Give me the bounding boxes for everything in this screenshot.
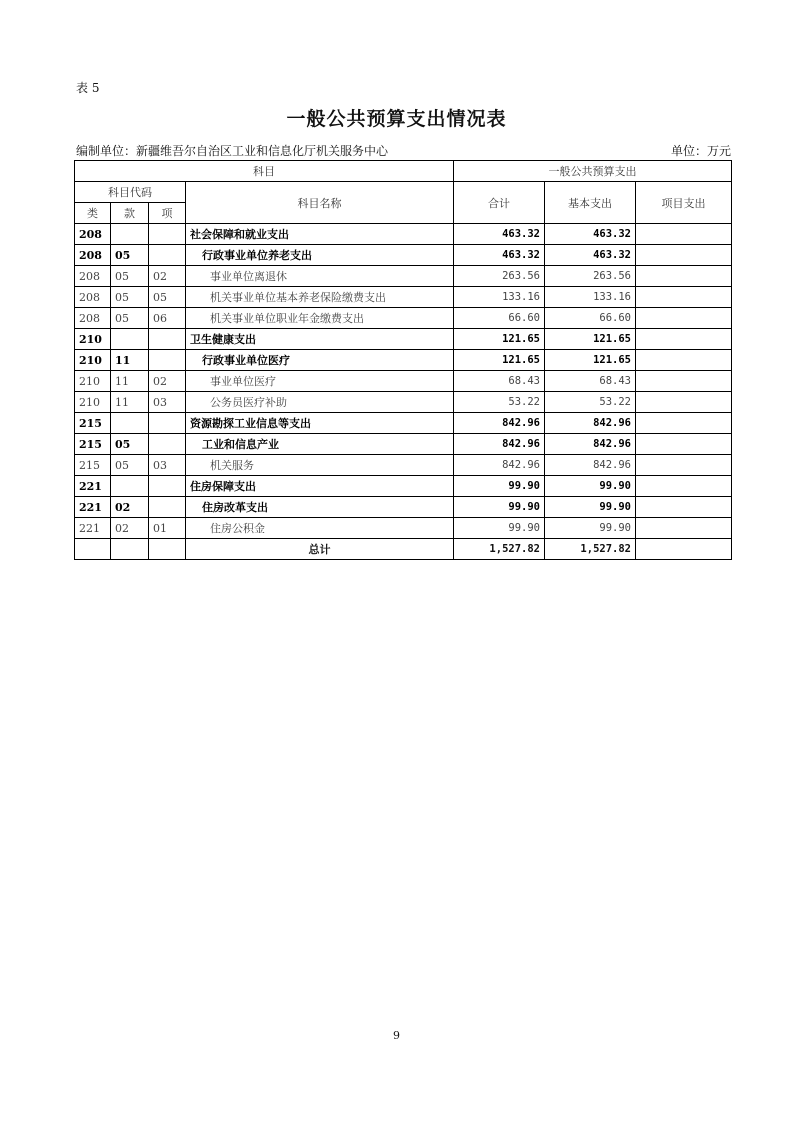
header-subject-name: 科目名称 xyxy=(186,182,454,224)
subject-name-text: 行政事业单位养老支出 xyxy=(202,249,312,262)
project-cell xyxy=(636,497,732,518)
basic-cell: 121.65 xyxy=(545,350,636,371)
table-row xyxy=(75,350,732,371)
header-xiang: 项 xyxy=(149,203,186,224)
page-number: 9 xyxy=(393,1029,400,1042)
total-sum: 1,527.82 xyxy=(454,539,545,560)
subject-name-text: 住房改革支出 xyxy=(202,501,268,514)
table-row xyxy=(75,245,732,266)
kuan-cell xyxy=(111,476,149,497)
total-label: 总计 xyxy=(186,539,454,560)
table-row xyxy=(75,329,732,350)
total-cell: 263.56 xyxy=(454,266,545,287)
xiang-cell: 03 xyxy=(149,392,186,413)
xiang-cell: 05 xyxy=(149,287,186,308)
project-cell xyxy=(636,350,732,371)
table-row xyxy=(75,476,732,497)
total-cell: 66.60 xyxy=(454,308,545,329)
total-cell: 99.90 xyxy=(454,518,545,539)
kuan-cell: 05 xyxy=(111,266,149,287)
subject-name-text: 机关服务 xyxy=(210,459,254,472)
subject-name-cell xyxy=(186,266,454,287)
total-project xyxy=(636,539,732,560)
subject-name-cell xyxy=(186,392,454,413)
total-basic: 1,527.82 xyxy=(545,539,636,560)
xiang-cell: 06 xyxy=(149,308,186,329)
lei-cell: 208 xyxy=(75,266,111,287)
xiang-cell xyxy=(149,476,186,497)
subject-name-text: 工业和信息产业 xyxy=(202,438,279,451)
header-kuan: 款 xyxy=(111,203,149,224)
xiang-cell xyxy=(149,434,186,455)
xiang-cell xyxy=(149,245,186,266)
total-cell: 99.90 xyxy=(454,476,545,497)
total-cell: 68.43 xyxy=(454,371,545,392)
subject-name-cell xyxy=(186,308,454,329)
total-cell: 463.32 xyxy=(454,224,545,245)
lei-cell: 215 xyxy=(75,434,111,455)
project-cell xyxy=(636,329,732,350)
subject-name-text: 公务员医疗补助 xyxy=(210,396,287,409)
table-row xyxy=(75,455,732,476)
total-cell: 463.32 xyxy=(454,245,545,266)
project-cell xyxy=(636,392,732,413)
subject-name-text: 住房公积金 xyxy=(210,522,265,535)
lei-cell: 215 xyxy=(75,455,111,476)
basic-cell: 68.43 xyxy=(545,371,636,392)
project-cell xyxy=(636,518,732,539)
subject-name-cell xyxy=(186,371,454,392)
subject-name-cell xyxy=(186,287,454,308)
project-cell xyxy=(636,308,732,329)
project-cell xyxy=(636,455,732,476)
total-cell: 121.65 xyxy=(454,329,545,350)
table-row xyxy=(75,497,732,518)
page-title: 一般公共预算支出情况表 xyxy=(286,108,507,130)
kuan-cell: 02 xyxy=(111,497,149,518)
subject-name-text: 行政事业单位医疗 xyxy=(202,354,290,367)
header-subject: 科目 xyxy=(75,161,454,182)
xiang-cell xyxy=(149,350,186,371)
total-cell: 842.96 xyxy=(454,455,545,476)
lei-cell: 210 xyxy=(75,329,111,350)
basic-cell: 842.96 xyxy=(545,455,636,476)
project-cell xyxy=(636,224,732,245)
lei-cell: 208 xyxy=(75,308,111,329)
project-cell xyxy=(636,287,732,308)
subject-name-text: 住房保障支出 xyxy=(190,480,256,493)
total-row xyxy=(75,539,732,560)
lei-cell: 208 xyxy=(75,224,111,245)
basic-cell: 66.60 xyxy=(545,308,636,329)
table-row xyxy=(75,266,732,287)
lei-cell: 210 xyxy=(75,371,111,392)
subject-name-text: 机关事业单位基本养老保险缴费支出 xyxy=(210,291,386,304)
subject-name-text: 资源勘探工业信息等支出 xyxy=(190,417,311,430)
project-cell xyxy=(636,266,732,287)
xiang-cell: 02 xyxy=(149,266,186,287)
table-row xyxy=(75,413,732,434)
basic-cell: 53.22 xyxy=(545,392,636,413)
header-general-budget: 一般公共预算支出 xyxy=(454,161,732,182)
basic-cell: 463.32 xyxy=(545,245,636,266)
budget-table xyxy=(74,160,732,560)
subject-name-cell xyxy=(186,224,454,245)
table-number: 表 5 xyxy=(76,81,100,95)
table-row xyxy=(75,392,732,413)
lei-cell: 208 xyxy=(75,245,111,266)
header-project: 项目支出 xyxy=(636,182,732,224)
total-cell: 842.96 xyxy=(454,434,545,455)
lei-cell: 208 xyxy=(75,287,111,308)
total-cell: 53.22 xyxy=(454,392,545,413)
kuan-cell: 05 xyxy=(111,287,149,308)
subject-name-text: 机关事业单位职业年金缴费支出 xyxy=(210,312,364,325)
table-row xyxy=(75,287,732,308)
basic-cell: 99.90 xyxy=(545,497,636,518)
subject-name-text: 事业单位离退休 xyxy=(210,270,287,283)
lei-cell: 221 xyxy=(75,518,111,539)
kuan-cell xyxy=(111,224,149,245)
unit-label: 单位：万元 xyxy=(670,144,731,158)
project-cell xyxy=(636,245,732,266)
xiang-cell: 02 xyxy=(149,371,186,392)
kuan-cell: 11 xyxy=(111,371,149,392)
table-row xyxy=(75,371,732,392)
subject-name-cell xyxy=(186,245,454,266)
basic-cell: 842.96 xyxy=(545,413,636,434)
lei-cell: 221 xyxy=(75,476,111,497)
subject-name-cell xyxy=(186,455,454,476)
project-cell xyxy=(636,476,732,497)
subject-name-cell xyxy=(186,329,454,350)
xiang-cell xyxy=(149,329,186,350)
kuan-cell xyxy=(111,413,149,434)
project-cell xyxy=(636,413,732,434)
subject-name-text: 事业单位医疗 xyxy=(210,375,276,388)
basic-cell: 263.56 xyxy=(545,266,636,287)
subject-name-text: 卫生健康支出 xyxy=(190,333,256,346)
xiang-cell xyxy=(149,497,186,518)
basic-cell: 463.32 xyxy=(545,224,636,245)
table-row xyxy=(75,518,732,539)
kuan-cell: 05 xyxy=(111,455,149,476)
kuan-cell: 02 xyxy=(111,518,149,539)
subject-name-cell xyxy=(186,497,454,518)
basic-cell: 842.96 xyxy=(545,434,636,455)
basic-cell: 121.65 xyxy=(545,329,636,350)
lei-cell: 221 xyxy=(75,497,111,518)
subject-name-cell xyxy=(186,434,454,455)
kuan-cell: 05 xyxy=(111,308,149,329)
header-basic: 基本支出 xyxy=(545,182,636,224)
subject-name-cell xyxy=(186,518,454,539)
kuan-cell: 05 xyxy=(111,434,149,455)
subject-name-cell xyxy=(186,413,454,434)
total-cell: 99.90 xyxy=(454,497,545,518)
xiang-cell: 01 xyxy=(149,518,186,539)
kuan-cell: 11 xyxy=(111,350,149,371)
lei-cell: 215 xyxy=(75,413,111,434)
table-row xyxy=(75,308,732,329)
xiang-cell xyxy=(149,224,186,245)
subject-name-cell xyxy=(186,476,454,497)
header-lei: 类 xyxy=(75,203,111,224)
total-cell: 133.16 xyxy=(454,287,545,308)
lei-cell: 210 xyxy=(75,392,111,413)
basic-cell: 99.90 xyxy=(545,518,636,539)
subject-name-text: 社会保障和就业支出 xyxy=(190,228,289,241)
table-row xyxy=(75,434,732,455)
total-cell: 121.65 xyxy=(454,350,545,371)
kuan-cell xyxy=(111,329,149,350)
xiang-cell: 03 xyxy=(149,455,186,476)
basic-cell: 99.90 xyxy=(545,476,636,497)
project-cell xyxy=(636,371,732,392)
project-cell xyxy=(636,434,732,455)
header-subject-code: 科目代码 xyxy=(75,182,186,203)
lei-cell: 210 xyxy=(75,350,111,371)
xiang-cell xyxy=(149,413,186,434)
org-label: 编制单位：新疆维吾尔自治区工业和信息化厅机关服务中心 xyxy=(76,144,389,158)
subject-name-cell xyxy=(186,350,454,371)
total-cell: 842.96 xyxy=(454,413,545,434)
kuan-cell: 05 xyxy=(111,245,149,266)
basic-cell: 133.16 xyxy=(545,287,636,308)
table-row xyxy=(75,224,732,245)
header-total: 合计 xyxy=(454,182,545,224)
kuan-cell: 11 xyxy=(111,392,149,413)
